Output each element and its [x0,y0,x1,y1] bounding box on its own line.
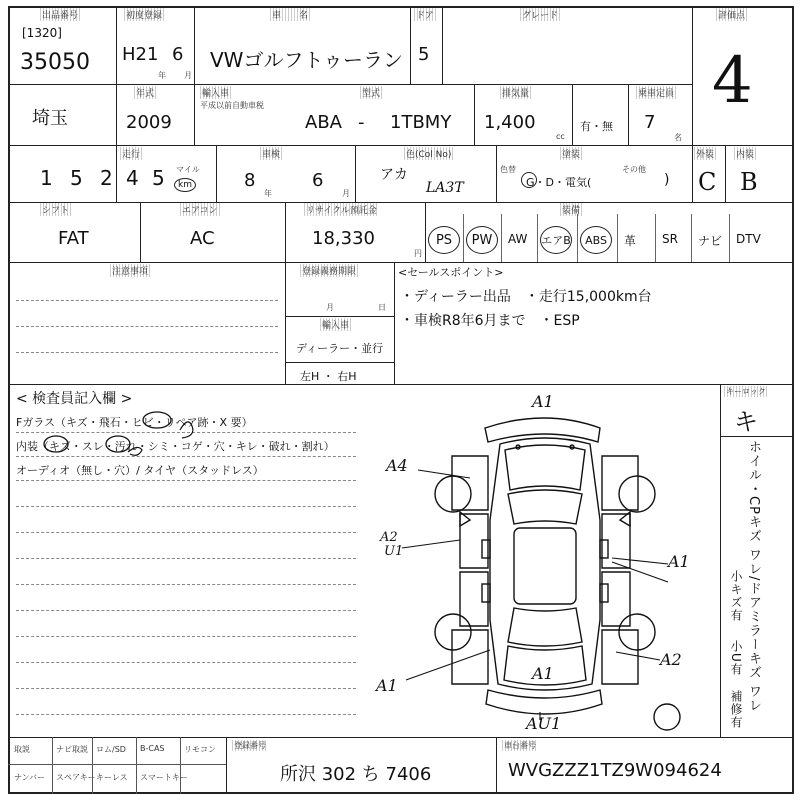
exterior-grade: C [698,168,717,196]
inspection-line-interior: 内装（キズ・スレ・汚れ・シミ・コゲ・穴・キレ・破れ・割れ） [16,440,335,453]
displacement: 1,400 [484,112,536,133]
equipment-9: DTV [736,232,761,246]
door-label: ドア [414,8,436,21]
footer-cell-divider [180,737,181,794]
model-year: 2009 [126,112,172,133]
damage-mark-right-rear: A2 [660,650,682,669]
sales-label: <セールスポイント> [398,266,504,279]
inspection-year: 8 [244,170,256,191]
paint-options: G・D・電気( [526,176,592,189]
registration-day-unit: 日 [378,303,386,312]
mileage-unit-mile: マイル [176,165,200,174]
damage-mark-rear-bumper: AU1 [526,714,562,733]
import-box-label: 輸入車 [320,318,351,331]
footer-cell-top: ロム/SD [96,745,126,754]
yen-unit: 円 [414,249,422,258]
recycle-label: リサイクル預託金 [304,203,379,216]
interior-grade: B [740,168,758,196]
sales-point-2: ・車検R8年6月まで ・ESP [400,313,580,329]
ac: AC [190,228,215,249]
vin-label: 車台番号 [504,741,536,750]
footer-cell-bottom: キーレス [96,773,128,782]
type-label: 型式 [360,86,382,99]
inspection-line-audio: オーディオ（無し・穴）/ タイヤ（スタッドレス） [16,464,264,477]
recycle-fee: 18,330 [312,228,375,249]
mileage-digit: 5 [152,166,165,190]
paint-close: ) [664,172,670,188]
car-name-label: 車 名 [270,8,310,21]
import-label: 輸入車 [200,86,231,99]
rule-footer-v1 [226,737,227,794]
capacity: 7 [644,112,656,133]
shift: FAT [58,228,89,249]
year-label: 初度登録 [124,8,164,21]
type-dash: - [358,112,365,133]
registration-label: 登録義務期限 [300,264,358,277]
door-count: 5 [418,44,430,65]
year-value: H21 [122,44,159,65]
cc-unit: cc [556,132,565,141]
interior-label: 内装 [734,147,756,160]
damage-mark-left-door-a: A2 [380,530,398,545]
right-vertical-text-4: 補修有 [729,690,743,729]
score-label: 評価点 [716,8,747,21]
key-label: キーロック [726,387,766,396]
damage-mark-left-door-u: U1 [384,544,404,559]
displacement-label: 排気量 [500,86,531,99]
mileage-digit: 5 [70,166,83,190]
sales-point-1: ・ディーラー出品 ・走行15,000km台 [400,289,652,305]
equipment-label: 装備 [560,203,582,216]
month-unit: 月 [184,71,192,80]
inspection-year-unit: 年 [264,189,272,198]
color-change-label: 色替 [500,165,516,174]
handle-option: 左H ・ 右H [300,370,357,383]
mileage-label: 走行 [120,147,142,160]
footer-cell-divider [52,737,53,794]
paint-label: 塗装 [560,147,582,160]
right-vertical-text-2: 小キズ有 [729,570,743,622]
turbo-option: 有・無 [580,120,613,133]
inspection-month: 6 [312,170,324,191]
inspection-label: 車検 [260,147,282,160]
year-unit: 年 [158,71,166,80]
inspection-title: < 検査員記入欄 > [16,391,133,407]
dealer-option: ディーラー・並行 [296,342,384,355]
lot-number: 35050 [20,50,90,75]
registration-month-unit: 月 [326,303,334,312]
remarks-label: 注意事項 [110,264,150,277]
equipment-4: エアB [540,226,572,254]
mileage-digit: 4 [126,166,139,190]
rule-footer-v2 [496,737,497,794]
equipment-1: PS [428,226,460,254]
lot-code: [1320] [22,26,62,40]
plate-label: 登録番号 [234,741,266,750]
equipment-7: SR [662,232,678,246]
damage-mark-left-front: A4 [386,456,408,475]
shift-label: シフト [40,203,71,216]
damage-mark-left-rear: A1 [376,676,398,695]
inspection-line-glass: Fガラス（キズ・飛石・ヒビ・リペア跡・X 要） [16,416,253,429]
color-code: LA3T [426,180,464,196]
region: 埼玉 [32,108,68,129]
equipment-6: 革 [624,234,637,248]
import-note: 平成以前自動車税 [200,101,264,110]
score-value: 4 [712,44,753,118]
equipment-3: AW [508,232,528,246]
footer-cell-divider [136,737,137,794]
color-label: 色(Col No) [404,147,453,160]
key-value: キ [734,408,758,436]
type-prefix: ABA [305,112,342,133]
paint-other-label: その他 [622,165,646,174]
footer-cell-top: 取説 [14,745,30,754]
plate-number: 所沢 302 ち 7406 [280,764,432,785]
equipment-2: PW [466,226,498,254]
vin-number: WVGZZZ1TZ9W094624 [508,760,722,781]
capacity-unit: 名 [674,133,682,142]
mileage-unit-km: km [174,178,196,192]
footer-cell-top: リモコン [184,745,216,754]
exterior-label: 外装 [694,147,716,160]
mileage-digit: 1 [40,166,53,190]
footer-cell-mid-rule [8,764,226,765]
right-vertical-text-1: ホイル・CPキズ ワレ/ドアミラーキズ ワレ [746,440,761,713]
ac-label: エアコン [180,203,220,216]
footer-cell-top: B-CAS [140,744,165,753]
model-year-label: 年式 [134,86,156,99]
damage-mark-rear: A1 [532,664,554,683]
footer-cell-bottom: スマートキー [140,773,188,782]
equipment-5: ABS [580,226,612,254]
footer-cell-top: ナビ取説 [56,745,88,754]
right-vertical-text-3: 小U有 [729,640,743,676]
footer-cell-bottom: スペアキー [56,773,96,782]
type-code: 1TBMY [390,112,452,133]
car-name: VWゴルフトゥーラン [210,48,403,72]
footer-cell-bottom: ナンバー [14,773,46,782]
damage-mark-right-door: A1 [668,552,690,571]
mileage-digit: 2 [100,166,113,190]
equipment-8: ナビ [698,234,723,248]
damage-mark-front: A1 [532,392,554,411]
footer-cell-divider [92,737,93,794]
inspection-month-unit: 月 [342,189,350,198]
capacity-label: 乗車定員 [636,86,676,99]
month-value: 6 [172,44,184,65]
color-value: アカ [380,167,408,183]
lot-label: 出品番号 [40,8,80,21]
grade-label: グレード [520,8,560,21]
